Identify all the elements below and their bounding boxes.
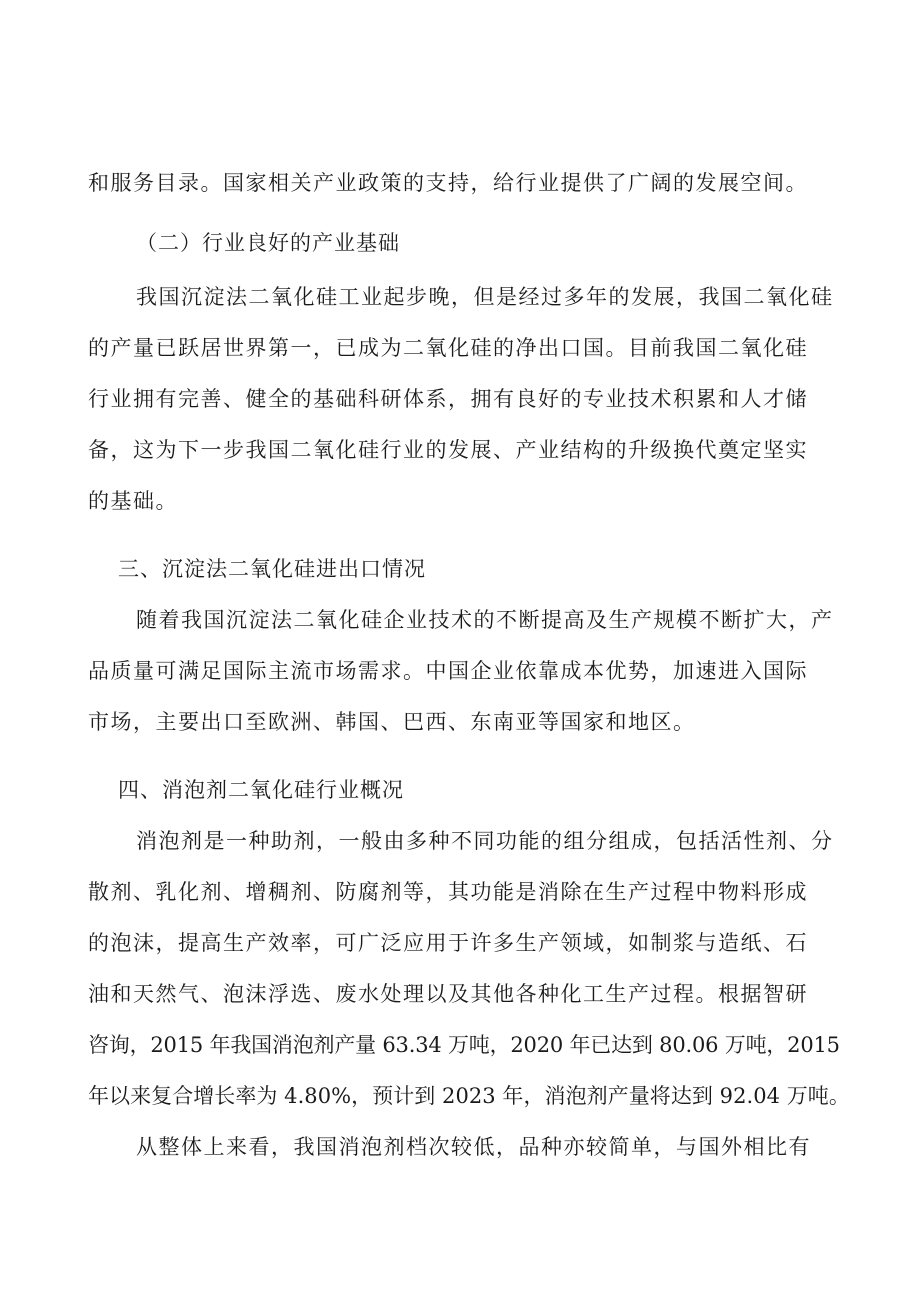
body-text-line: 我国沉淀法二氧化硅工业起步晚，但是经过多年的发展，我国二氧化硅 [136,285,834,309]
body-text-line: 品质量可满足国际主流市场需求。中国企业依靠成本优势，加速进入国际 [88,659,808,683]
body-text-line: 的泡沫，提高生产效率，可广泛应用于许多生产领域，如制浆与造纸、石 [88,931,808,955]
body-text-line: 的基础。 [88,489,178,513]
body-text-line: 散剂、乳化剂、增稠剂、防腐剂等，其功能是消除在生产过程中物料形成 [88,880,808,904]
body-text-line: 随着我国沉淀法二氧化硅企业技术的不断提高及生产规模不断扩大，产 [136,608,834,632]
body-text-line: 咨询，2015 年我国消泡剂产量 63.34 万吨，2020 年已达到 80.06 万吨，2015 [88,1033,840,1057]
body-text-line: 市场，主要出口至欧洲、韩国、巴西、东南亚等国家和地区。 [88,710,696,734]
body-text-line: 的产量已跃居世界第一，已成为二氧化硅的净出口国。目前我国二氧化硅 [88,336,808,360]
body-text-line: 油和天然气、泡沫浮选、废水处理以及其他各种化工生产过程。根据智研 [88,982,808,1006]
section-heading: 三、沉淀法二氧化硅进出口情况 [118,557,426,581]
body-text-line: 和服务目录。国家相关产业政策的支持，给行业提供了广阔的发展空间。 [88,171,808,195]
body-text-line: 从整体上来看，我国消泡剂档次较低，品种亦较简单，与国外相比有 [136,1135,811,1159]
section-heading: 四、消泡剂二氧化硅行业概况 [118,778,404,802]
body-text-line: 备，这为下一步我国二氧化硅行业的发展、产业结构的升级换代奠定坚实 [88,438,808,462]
body-text-line: 消泡剂是一种助剂，一般由多种不同功能的组分组成，包括活性剂、分 [136,829,834,853]
section-heading: （二）行业良好的产业基础 [136,231,400,255]
body-text-line: 年以来复合增长率为 4.80%，预计到 2023 年，消泡剂产量将达到 92.04 万吨。 [88,1084,850,1108]
body-text-line: 行业拥有完善、健全的基础科研体系，拥有良好的专业技术积累和人才储 [88,387,808,411]
